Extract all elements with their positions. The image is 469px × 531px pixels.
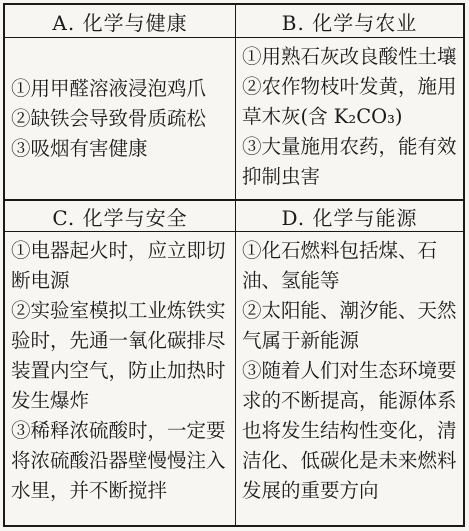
- options-table: [3, 3, 465, 527]
- item-b-2: ②农作物枝叶发黄，施用草木灰(含 K₂CO₃): [242, 75, 457, 128]
- item-d-2: ②太阳能、潮汐能、天然气属于新能源: [242, 299, 457, 352]
- item-a-2: ②缺铁会导致骨质疏松: [11, 106, 207, 130]
- heading-c: C. 化学与安全: [5, 201, 236, 232]
- item-d-3: ③随着人们对生态环境要求的不断提高，能源体系也将发生结构性变化，清洁化、低碳化是未来燃料发展的重要方向: [242, 359, 457, 502]
- item-b-3: ③大量施用农药，能有效抑制虫害: [242, 135, 457, 188]
- item-c-1: ①电器起火时，应立即切断电源: [11, 239, 226, 292]
- item-b-1: ①用熟石灰改良酸性土壤: [242, 45, 457, 68]
- heading-b: B. 化学与农业: [236, 5, 463, 38]
- item-a-3: ③吸烟有害健康: [11, 136, 148, 160]
- item-d-1: ①化石燃料包括煤、石油、氢能等: [242, 239, 438, 292]
- item-c-2: ②实验室模拟工业炼铁实验时，先通一氧化碳排尽装置内空气，防止加热时发生爆炸: [11, 299, 226, 412]
- content-b: [236, 38, 463, 201]
- heading-d: D. 化学与能源: [236, 201, 463, 232]
- heading-a: A. 化学与健康: [5, 5, 236, 38]
- item-c-3: ③稀释浓硫酸时，一定要将浓硫酸沿器壁慢慢注入水里，并不断搅拌: [11, 419, 226, 502]
- item-a-1: ①用甲醛溶液浸泡鸡爪: [11, 76, 207, 100]
- content-d: [236, 232, 463, 525]
- content-a: [5, 38, 236, 201]
- content-c: [5, 232, 236, 525]
